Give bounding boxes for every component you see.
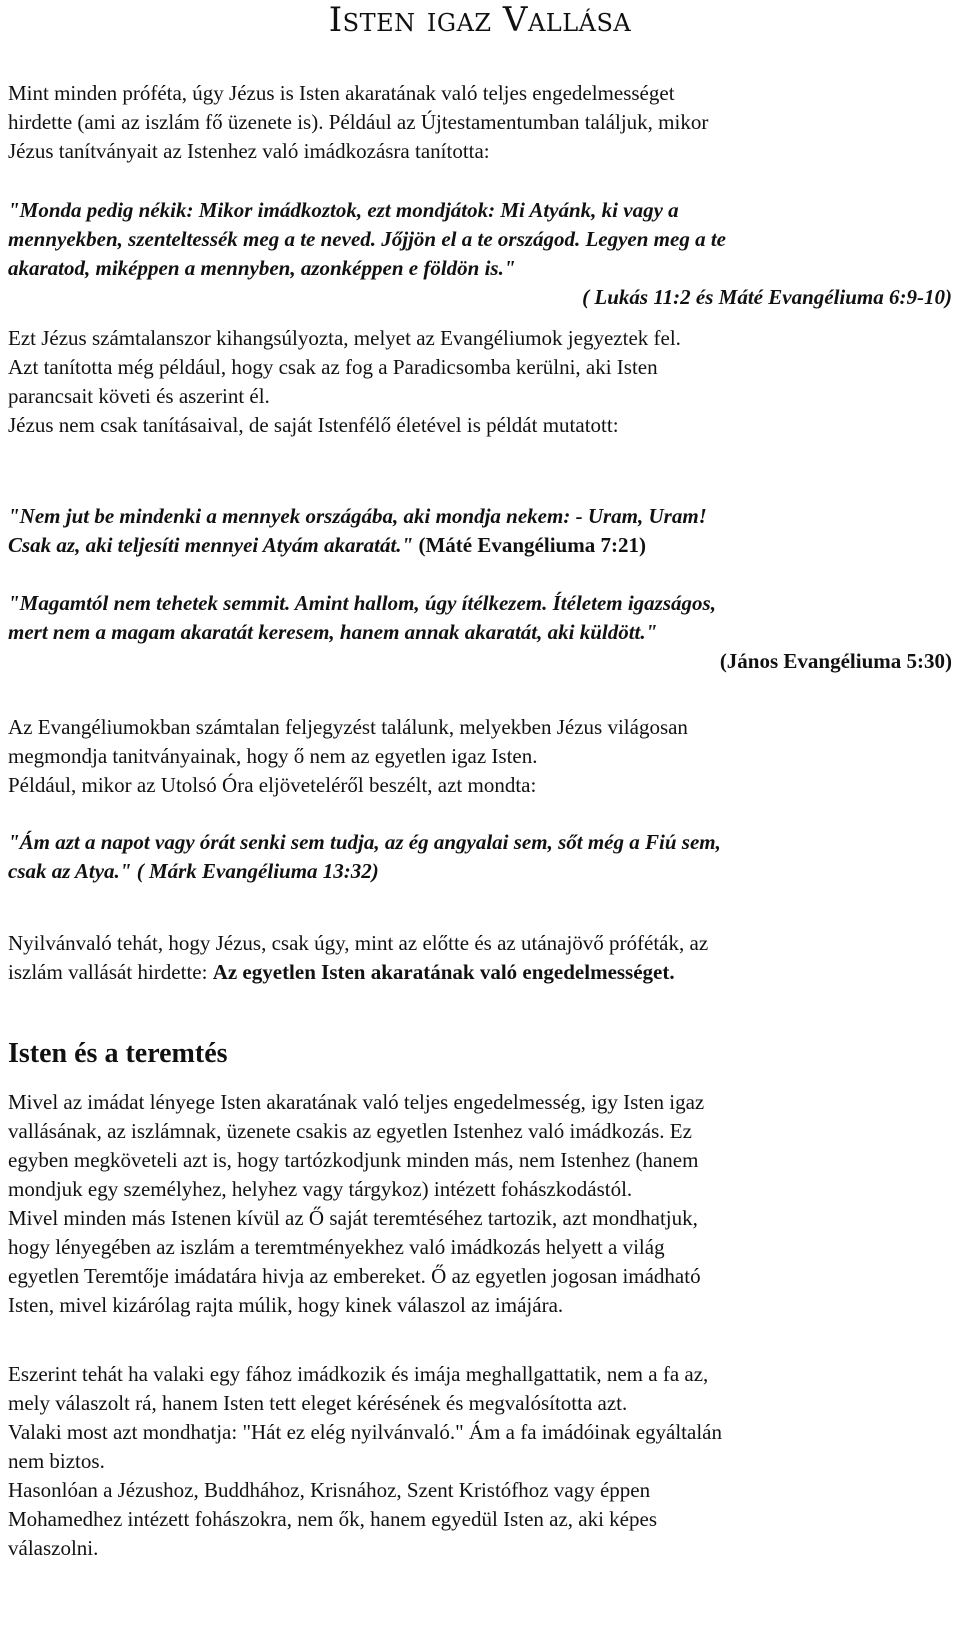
emphasis-text: Az egyetlen Isten akaratának való engedelmességet. xyxy=(212,960,675,984)
conclusion-paragraph xyxy=(8,929,952,987)
text-line: Mivel az imádat lényege Isten akaratának való teljes engedelmesség, igy Isten igaz xyxy=(8,1090,705,1114)
text-line: hirdette (ami az iszlám fő üzenete is). Például az Újtestamentumban találjuk, mikor xyxy=(8,110,709,134)
text-line: Az Evangéliumokban számtalan feljegyzést találunk, melyekben Jézus világosan xyxy=(8,715,688,739)
intro-paragraph xyxy=(8,79,952,166)
quote-mark xyxy=(8,828,952,886)
text-line: Azt tanította még például, hogy csak az fog a Paradicsomba kerülni, aki Isten xyxy=(8,355,658,379)
quote-reference: (Máté Evangéliuma 7:21) xyxy=(413,533,646,557)
text-line: Mint minden próféta, úgy Jézus is Isten akaratának való teljes engedelmességet xyxy=(8,81,675,105)
text-line: Ezt Jézus számtalanszor kihangsúlyozta, melyet az Evangéliumok jegyeztek fel. xyxy=(8,326,681,350)
quote-lukas xyxy=(8,196,952,312)
quote-line: "Magamtól nem tehetek semmit. Amint hallom, úgy ítélkezem. Ítéletem igazságos, xyxy=(8,591,716,615)
quote-line: csak az Atya." ( Márk Evangéliuma 13:32) xyxy=(8,859,379,883)
text-line: Eszerint tehát ha valaki egy fához imádkozik és imája meghallgattatik, nem a fa az, xyxy=(8,1362,709,1386)
quote-line: "Monda pedig nékik: Mikor imádkoztok, ezt mondjátok: Mi Atyánk, ki vagy a xyxy=(8,198,679,222)
text-line: hogy lényegében az iszlám a teremtményekhez való imádkozás helyett a világ xyxy=(8,1235,665,1259)
quote-reference: (János Evangéliuma 5:30) xyxy=(719,649,952,673)
text-line: egyben megköveteli azt is, hogy tartózkodjunk minden más, nem Istenhez (hanem xyxy=(8,1148,699,1172)
page-title: Isten igaz Vallása xyxy=(328,0,632,40)
text-line: vallásának, az iszlámnak, üzenete csakis az egyetlen Istenhez való imádkozás. Ez xyxy=(8,1119,692,1143)
text-line: nem biztos. xyxy=(8,1449,105,1473)
text-line: Isten, mivel kizárólag rajta múlik, hogy kinek válaszol az imájára. xyxy=(8,1293,564,1317)
text-line: válaszolni. xyxy=(8,1536,99,1560)
text-line: parancsait követi és aszerint él. xyxy=(8,384,270,408)
quote-mate xyxy=(8,502,952,560)
creation-paragraph xyxy=(8,1088,952,1320)
quote-line: akaratod, miképpen a mennyben, azonképpen e földön is." xyxy=(8,256,516,280)
text-line: Nyilvánvaló tehát, hogy Jézus, csak úgy, mint az előtte és az utánajövő próféták, az xyxy=(8,931,709,955)
quote-line: Csak az, aki teljesíti mennyei Atyám akaratát." xyxy=(8,533,414,557)
quote-janos xyxy=(8,589,952,676)
text-line: Hasonlóan a Jézushoz, Buddhához, Krisnához, Szent Kristófhoz vagy éppen xyxy=(8,1478,651,1502)
quote-reference: ( Lukás 11:2 és Máté Evangéliuma 6:9-10) xyxy=(582,285,952,309)
section-heading: Isten és a teremtés xyxy=(8,1038,228,1069)
example-paragraph xyxy=(8,1360,952,1563)
quote-line: "Ám azt a napot vagy órát senki sem tudja, az ég angyalai sem, sőt még a Fiú sem, xyxy=(8,830,721,854)
text-line: Mohamedhez intézett fohászokra, nem ők, hanem egyedül Isten az, aki képes xyxy=(8,1507,658,1531)
quote-line: mert nem a magam akaratát keresem, hanem annak akaratát, aki küldött." xyxy=(8,620,658,644)
teaching-paragraph xyxy=(8,324,952,440)
evangelium-paragraph xyxy=(8,713,952,800)
text-line: mely válaszolt rá, hanem Isten tett eleget kérésének és megvalósította azt. xyxy=(8,1391,628,1415)
text-line: Jézus tanítványait az Istenhez való imádkozásra tanította: xyxy=(8,139,490,163)
quote-line: "Nem jut be mindenki a mennyek országába, aki mondja nekem: - Uram, Uram! xyxy=(8,504,707,528)
quote-line: mennyekben, szenteltessék meg a te neved. Jőjjön el a te országod. Legyen meg a te xyxy=(8,227,726,251)
text-line: Jézus nem csak tanításaival, de saját Istenfélő életével is példát mutatott: xyxy=(8,413,619,437)
text-line: mondjuk egy személyhez, helyhez vagy tárgykoz) intézett fohászkodástól. xyxy=(8,1177,633,1201)
text-line: iszlám vallását hirdette: xyxy=(8,960,213,984)
text-line: megmondja tanitványainak, hogy ő nem az egyetlen igaz Isten. xyxy=(8,744,538,768)
text-line: Például, mikor az Utolsó Óra eljöveteléről beszélt, azt mondta: xyxy=(8,773,537,797)
text-line: Valaki most azt mondhatja: "Hát ez elég nyilvánvaló." Ám a fa imádóinak egyáltalán xyxy=(8,1420,722,1444)
text-line: Mivel minden más Istenen kívül az Ő saját teremtéséhez tartozik, azt mondhatjuk, xyxy=(8,1206,698,1230)
text-line: egyetlen Teremtője imádatára hivja az embereket. Ő az egyetlen jogosan imádható xyxy=(8,1264,701,1288)
